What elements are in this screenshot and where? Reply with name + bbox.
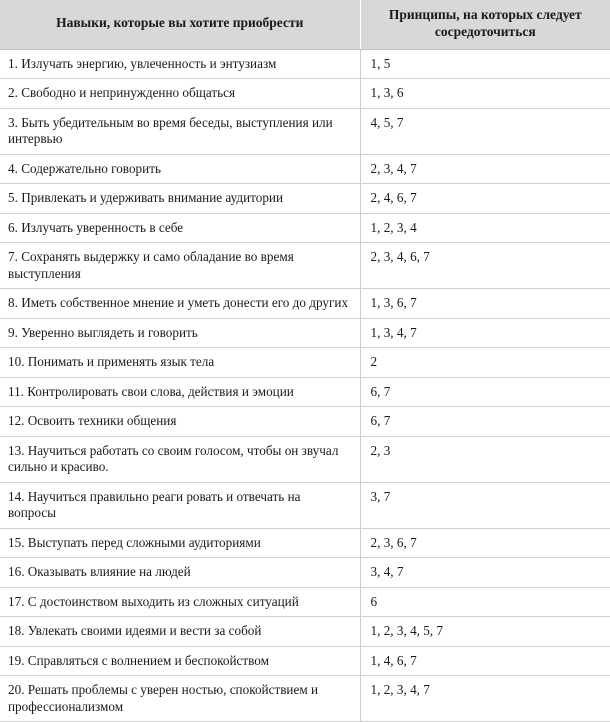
table-row bbox=[0, 646, 610, 676]
table-row bbox=[0, 436, 610, 482]
skill-cell: 17. С достоинством выходить из сложных ситуаций bbox=[0, 587, 360, 617]
table-row bbox=[0, 243, 610, 289]
principles-cell: 6, 7 bbox=[360, 377, 610, 407]
column-header-principles: Принципы, на которых следует сосредоточиться bbox=[360, 0, 610, 49]
table-row bbox=[0, 154, 610, 184]
table-body bbox=[0, 49, 610, 722]
principles-cell: 6 bbox=[360, 587, 610, 617]
table-row bbox=[0, 407, 610, 437]
skill-cell: 15. Выступать перед сложными аудиториями bbox=[0, 528, 360, 558]
principles-cell: 1, 2, 3, 4 bbox=[360, 213, 610, 243]
principles-cell: 1, 3, 6, 7 bbox=[360, 289, 610, 319]
skill-cell: 20. Решать проблемы с уверен ностью, спокойствием и профессионализмом bbox=[0, 676, 360, 722]
column-header-skills: Навыки, которые вы хотите приобрести bbox=[0, 0, 360, 49]
principles-cell: 2, 3, 6, 7 bbox=[360, 528, 610, 558]
table-row bbox=[0, 348, 610, 378]
principles-cell: 2, 3, 4, 7 bbox=[360, 154, 610, 184]
principles-cell: 2, 3 bbox=[360, 436, 610, 482]
skill-cell: 19. Справляться с волнением и беспокойством bbox=[0, 646, 360, 676]
table-header bbox=[0, 0, 610, 49]
table-row bbox=[0, 377, 610, 407]
table-row bbox=[0, 213, 610, 243]
principles-cell: 1, 2, 3, 4, 5, 7 bbox=[360, 617, 610, 647]
principles-cell: 2 bbox=[360, 348, 610, 378]
skill-cell: 8. Иметь собственное мнение и уметь донести его до других bbox=[0, 289, 360, 319]
skill-cell: 12. Освоить техники общения bbox=[0, 407, 360, 437]
skill-cell: 16. Оказывать влияние на людей bbox=[0, 558, 360, 588]
principles-cell: 6, 7 bbox=[360, 407, 610, 437]
principles-cell: 1, 4, 6, 7 bbox=[360, 646, 610, 676]
table-row bbox=[0, 184, 610, 214]
table-row bbox=[0, 289, 610, 319]
principles-cell: 3, 7 bbox=[360, 482, 610, 528]
principles-cell: 1, 3, 6 bbox=[360, 79, 610, 109]
skill-cell: 7. Сохранять выдержку и само обладание во время выступления bbox=[0, 243, 360, 289]
table-row bbox=[0, 318, 610, 348]
skill-cell: 6. Излучать уверенность в себе bbox=[0, 213, 360, 243]
skill-cell: 11. Контролировать свои слова, действия и эмоции bbox=[0, 377, 360, 407]
table-row bbox=[0, 482, 610, 528]
principles-cell: 1, 5 bbox=[360, 49, 610, 79]
skill-cell: 14. Научиться правильно реаги ровать и отвечать на вопросы bbox=[0, 482, 360, 528]
table-row bbox=[0, 528, 610, 558]
table-row bbox=[0, 587, 610, 617]
skill-cell: 3. Быть убедительным во время беседы, выступления или интервью bbox=[0, 108, 360, 154]
table-row bbox=[0, 49, 610, 79]
table-row bbox=[0, 558, 610, 588]
principles-cell: 2, 3, 4, 6, 7 bbox=[360, 243, 610, 289]
skill-cell: 9. Уверенно выглядеть и говорить bbox=[0, 318, 360, 348]
skill-cell: 1. Излучать энергию, увлеченность и энтузиазм bbox=[0, 49, 360, 79]
skill-cell: 10. Понимать и применять язык тела bbox=[0, 348, 360, 378]
skill-cell: 18. Увлекать своими идеями и вести за собой bbox=[0, 617, 360, 647]
principles-cell: 3, 4, 7 bbox=[360, 558, 610, 588]
skill-cell: 13. Научиться работать со своим голосом, чтобы он звучал сильно и красиво. bbox=[0, 436, 360, 482]
table-row bbox=[0, 676, 610, 722]
principles-cell: 4, 5, 7 bbox=[360, 108, 610, 154]
skill-cell: 5. Привлекать и удерживать внимание аудитории bbox=[0, 184, 360, 214]
skill-cell: 2. Свободно и непринужденно общаться bbox=[0, 79, 360, 109]
table-row bbox=[0, 617, 610, 647]
table-row bbox=[0, 79, 610, 109]
principles-cell: 1, 3, 4, 7 bbox=[360, 318, 610, 348]
table-row bbox=[0, 108, 610, 154]
principles-cell: 1, 2, 3, 4, 7 bbox=[360, 676, 610, 722]
principles-cell: 2, 4, 6, 7 bbox=[360, 184, 610, 214]
header-row bbox=[0, 0, 610, 49]
skill-cell: 4. Содержательно говорить bbox=[0, 154, 360, 184]
